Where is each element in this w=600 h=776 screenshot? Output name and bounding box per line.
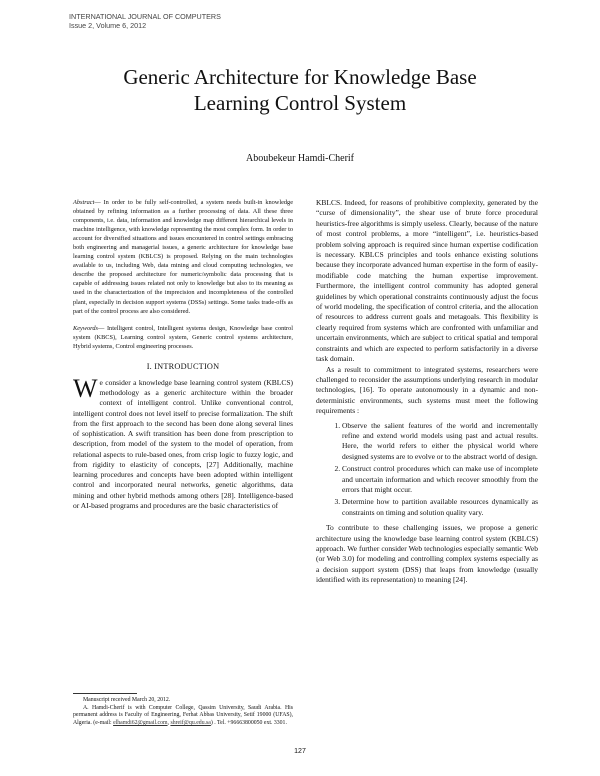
list-item: 3. Determine how to partition available resources dynamically as constraints on timing and solution quality vary. — [342, 497, 538, 518]
left-column — [73, 198, 293, 511]
author-name: Aboubekeur Hamdi-Cherif — [245, 153, 355, 164]
keywords-text: — Intelligent control, Intelligent systems design, Knowledge base control system (KBCS), Learning control system, Generic control systems architecture, Hybrid systems, Control engineering processes. — [73, 324, 293, 350]
footnote-affiliation — [73, 705, 293, 728]
keywords-label: Keywords — [73, 324, 98, 332]
journal-name: INTERNATIONAL JOURNAL OF COMPUTERS — [69, 12, 221, 21]
title-line-2: Learning Control System — [193, 91, 407, 115]
right-column — [316, 198, 538, 586]
right-paragraph-3: To contribute to these challenging issues, we propose a generic architecture using the knowledge base learning control system (KBLCS) approach. We further consider Web technologies especially semantic Web (or Web 3.0) for modeling and controlling complex systems especially as a decision support system (DSS) that leaps from knowledge (usually identified with its representation) to meaning [24]. — [316, 523, 538, 585]
list-item: 2. Construct control procedures which can make use of incomplete and uncertain information and which recover smoothly from the errors that might occur. — [342, 464, 538, 495]
title-line-1: Generic Architecture for Knowledge Base — [123, 65, 477, 89]
keywords — [73, 324, 293, 351]
section-heading-introduction: I. INTRODUCTION — [146, 361, 220, 371]
abstract-label: Abstract — [73, 199, 95, 206]
issue-line: Issue 2, Volume 6, 2012 — [69, 21, 147, 30]
abstract — [73, 198, 293, 316]
requirements-list — [316, 421, 538, 519]
abstract-text: — In order to be fully self-controlled, a system needs built-in knowledge obtained by refining information as a further processing of data. All these three components, i.e. data, information and knowledge map different hierarchical levels in machine intelligence, with knowledge representing the most complex form. In order to account for diversified situations and issues encountered in control settings embracing both engineering and managerial issues, a generic architecture for knowledge base learning control system (KBLCS) is proposed. Relying on the main technologies available to us, including Web, data mining and cloud computing technologies, we describe the proposed architecture for numeric/symbolic data processing that is capable of addressing issues related not only to knowledge but also to its meaning as used in the characterization of the imprecision and incompleteness of the controlled plant, especially in decision support systems (DSSs) settings. Some tasks trade-offs as part of the control process are also considered. — [73, 199, 293, 315]
right-paragraph-1: KBLCS. Indeed, for reasons of prohibitive complexity, generated by the “curse of dimensionality”, the shear use of brute force procedural heuristics-free algorithms is simply useless. Clearly, because of the nature of most control problems, a more “intelligent”, i.e. heuristics-based problem solving approach is required since human expertise codification is necessary. KBLCS principles and tools enhance existing solutions because they incorporate advanced human expertise in the form of easily-modifiable code matching the human expertise improvement. Furthermore, the intelligent control community has adopted general guidelines by which operational constraints continuously adjust the focus of world modeling, the specification of control criteria, and the allocation of resources to address current goals and metagoals. This flexibility is clearly required from systems which are confronted with unfamiliar and uncertain environments, which are subject to critical spatial and temporal constraints and which are expected to perform satisfactorily in a diverse task domain. — [316, 198, 538, 364]
email-link-1[interactable]: elhamdi62@gmail.com — [113, 719, 168, 726]
drop-cap: W — [73, 373, 98, 403]
affiliation-tel: ) . Tel. +96663800050 ext. 3301. — [210, 719, 287, 726]
intro-text: e consider a knowledge base learning control system (KBLCS) methodology as a generic architecture within the broader context of intelligent control. Unlike conventional control, intelligent control does not level itself to precise formalization. The shift from the first approach to the second has been done along several lines of sophistication. A swift transition has been done from prescription to description, from model of the system to the model of operation, from relational aspects to rule-based ones, from crisp logic to fuzzy logic, and from rigidity to elasticity of concepts, [27] Additionally, machine learning procedures and concepts have been adopted within intelligent control and incorporated neural networks, genetic algorithms, data mining and other hybrid methods among others [28]. Intelligence-based or AI-based programs and procedures are the basic characteristics of — [73, 377, 293, 510]
email-link-2[interactable]: shreif@qu.edu.sa — [170, 719, 211, 726]
footnote-received: Manuscript received March 20, 2012. — [83, 697, 171, 703]
right-paragraph-2: As a result to commitment to integrated systems, researchers were challenged to reconsider the assumptions underlying research in modular technologies, [16]. To operate autonomously in a dynamic and non-deterministic environments, such systems must meet the following requirements : — [316, 364, 538, 416]
paper-title — [60, 64, 540, 116]
list-item: 1. Observe the salient features of the world and incrementally refine and extend world models using past and actual results. Here, the world refers to either the physical world where designed systems are to evolve or to the abstract world of design. — [342, 421, 538, 463]
email-separator: , — [167, 719, 171, 726]
footnote-divider — [73, 693, 137, 694]
page-number: 127 — [294, 748, 306, 755]
journal-header — [69, 12, 221, 30]
footnotes — [73, 697, 293, 727]
affiliation-text: A. Hamdi-Cherif is with Computer College, Qassim University, Saudi Arabia. His permanent address is Faculty of Engineering, Ferhat Abbas University, Setif 19000 (UFAS), Algeria. (e-mail: — [73, 704, 293, 726]
intro-paragraph — [73, 373, 293, 511]
